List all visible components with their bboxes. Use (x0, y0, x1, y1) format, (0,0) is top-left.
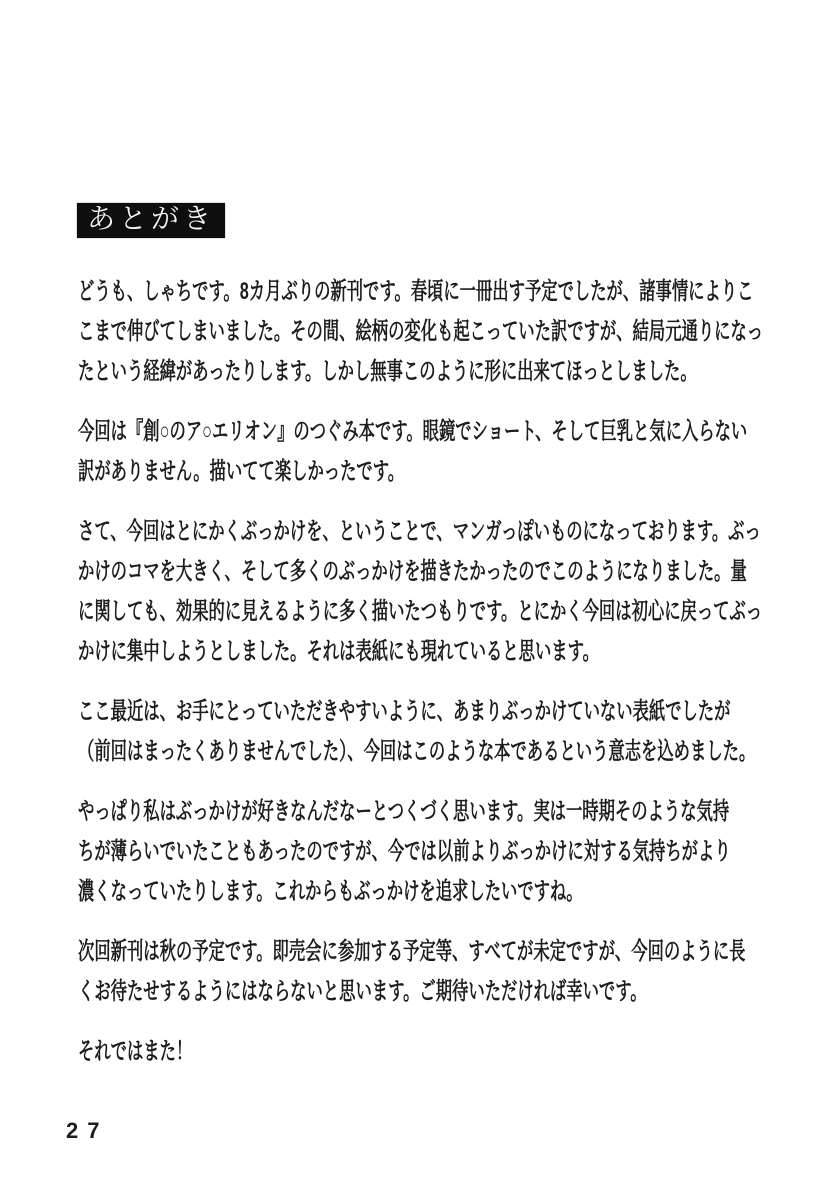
text-line: どうも、しゃちです。8カ月ぶりの新刊です。春頃に一冊出す予定でしたが、諸事情によりこ (78, 278, 754, 305)
text-line: 今回は『創○のア○エリオン』のつぐみ本です。眼鏡でショート、そして巨乳と気に入らない (78, 418, 748, 445)
text-line: やっぱり私はぶっかけが好きなんだなーとつくづく思います。実は一時期そのような気持 (78, 798, 730, 825)
page-number: 27 (66, 1118, 109, 1143)
body-paragraph (78, 412, 768, 492)
body-paragraph (78, 692, 768, 772)
text-line: 次回新刊は秋の予定です。即売会に参加する予定等、すべてが未定ですが、今回のように長 (78, 938, 746, 965)
text-line: たという経緯があったりします。しかし無事このように形に出来てほっとしました。 (78, 358, 697, 385)
text-line: 濃くなっていたりします。これからもぶっかけを追求したいですね。 (78, 878, 583, 905)
afterword-title-text: あとがき (87, 203, 216, 235)
text-line: それではまた！ (78, 1038, 193, 1065)
text-line: かけのコマを大きく、そして多くのぶっかけを描きたかったのでこのようになりました。量 (78, 558, 747, 585)
body-paragraph (78, 1032, 768, 1072)
text-line: こまで伸びてしまいました。その間、絵柄の変化も起こっていた訳ですが、結局元通りになっ (78, 318, 764, 345)
text-line: かけに集中しようとしました。それは表紙にも現れていると思います。 (78, 638, 599, 665)
text-line: くお待たせするようにはならないと思います。ご期待いただければ幸いです。 (78, 978, 647, 1005)
afterword-body (78, 272, 768, 1072)
afterword-title (77, 203, 225, 238)
body-paragraph (78, 792, 768, 912)
text-line: に関しても、効果的に見えるように多く描いたつもりです。とにかく今回は初心に戻ってぶっ (78, 598, 763, 625)
body-paragraph (78, 272, 768, 392)
body-paragraph (78, 932, 768, 1012)
text-line: さて、今回はとにかくぶっかけを、ということで、マンガっぽいものになっております。ぶっ (78, 518, 761, 545)
text-line: ここ最近は、お手にとっていただきやすいように、あまりぶっかけていない表紙でしたが (78, 698, 731, 725)
text-line: 訳がありません。描いてて楽しかったです。 (78, 458, 405, 485)
text-line: ちが薄らいでいたこともあったのですが、今では以前よりぶっかけに対する気持ちがより (78, 838, 731, 865)
text-line: （前回はまったくありませんでした）、今回はこのような本であるという意志を込めました。 (78, 738, 756, 765)
body-paragraph (78, 512, 768, 672)
